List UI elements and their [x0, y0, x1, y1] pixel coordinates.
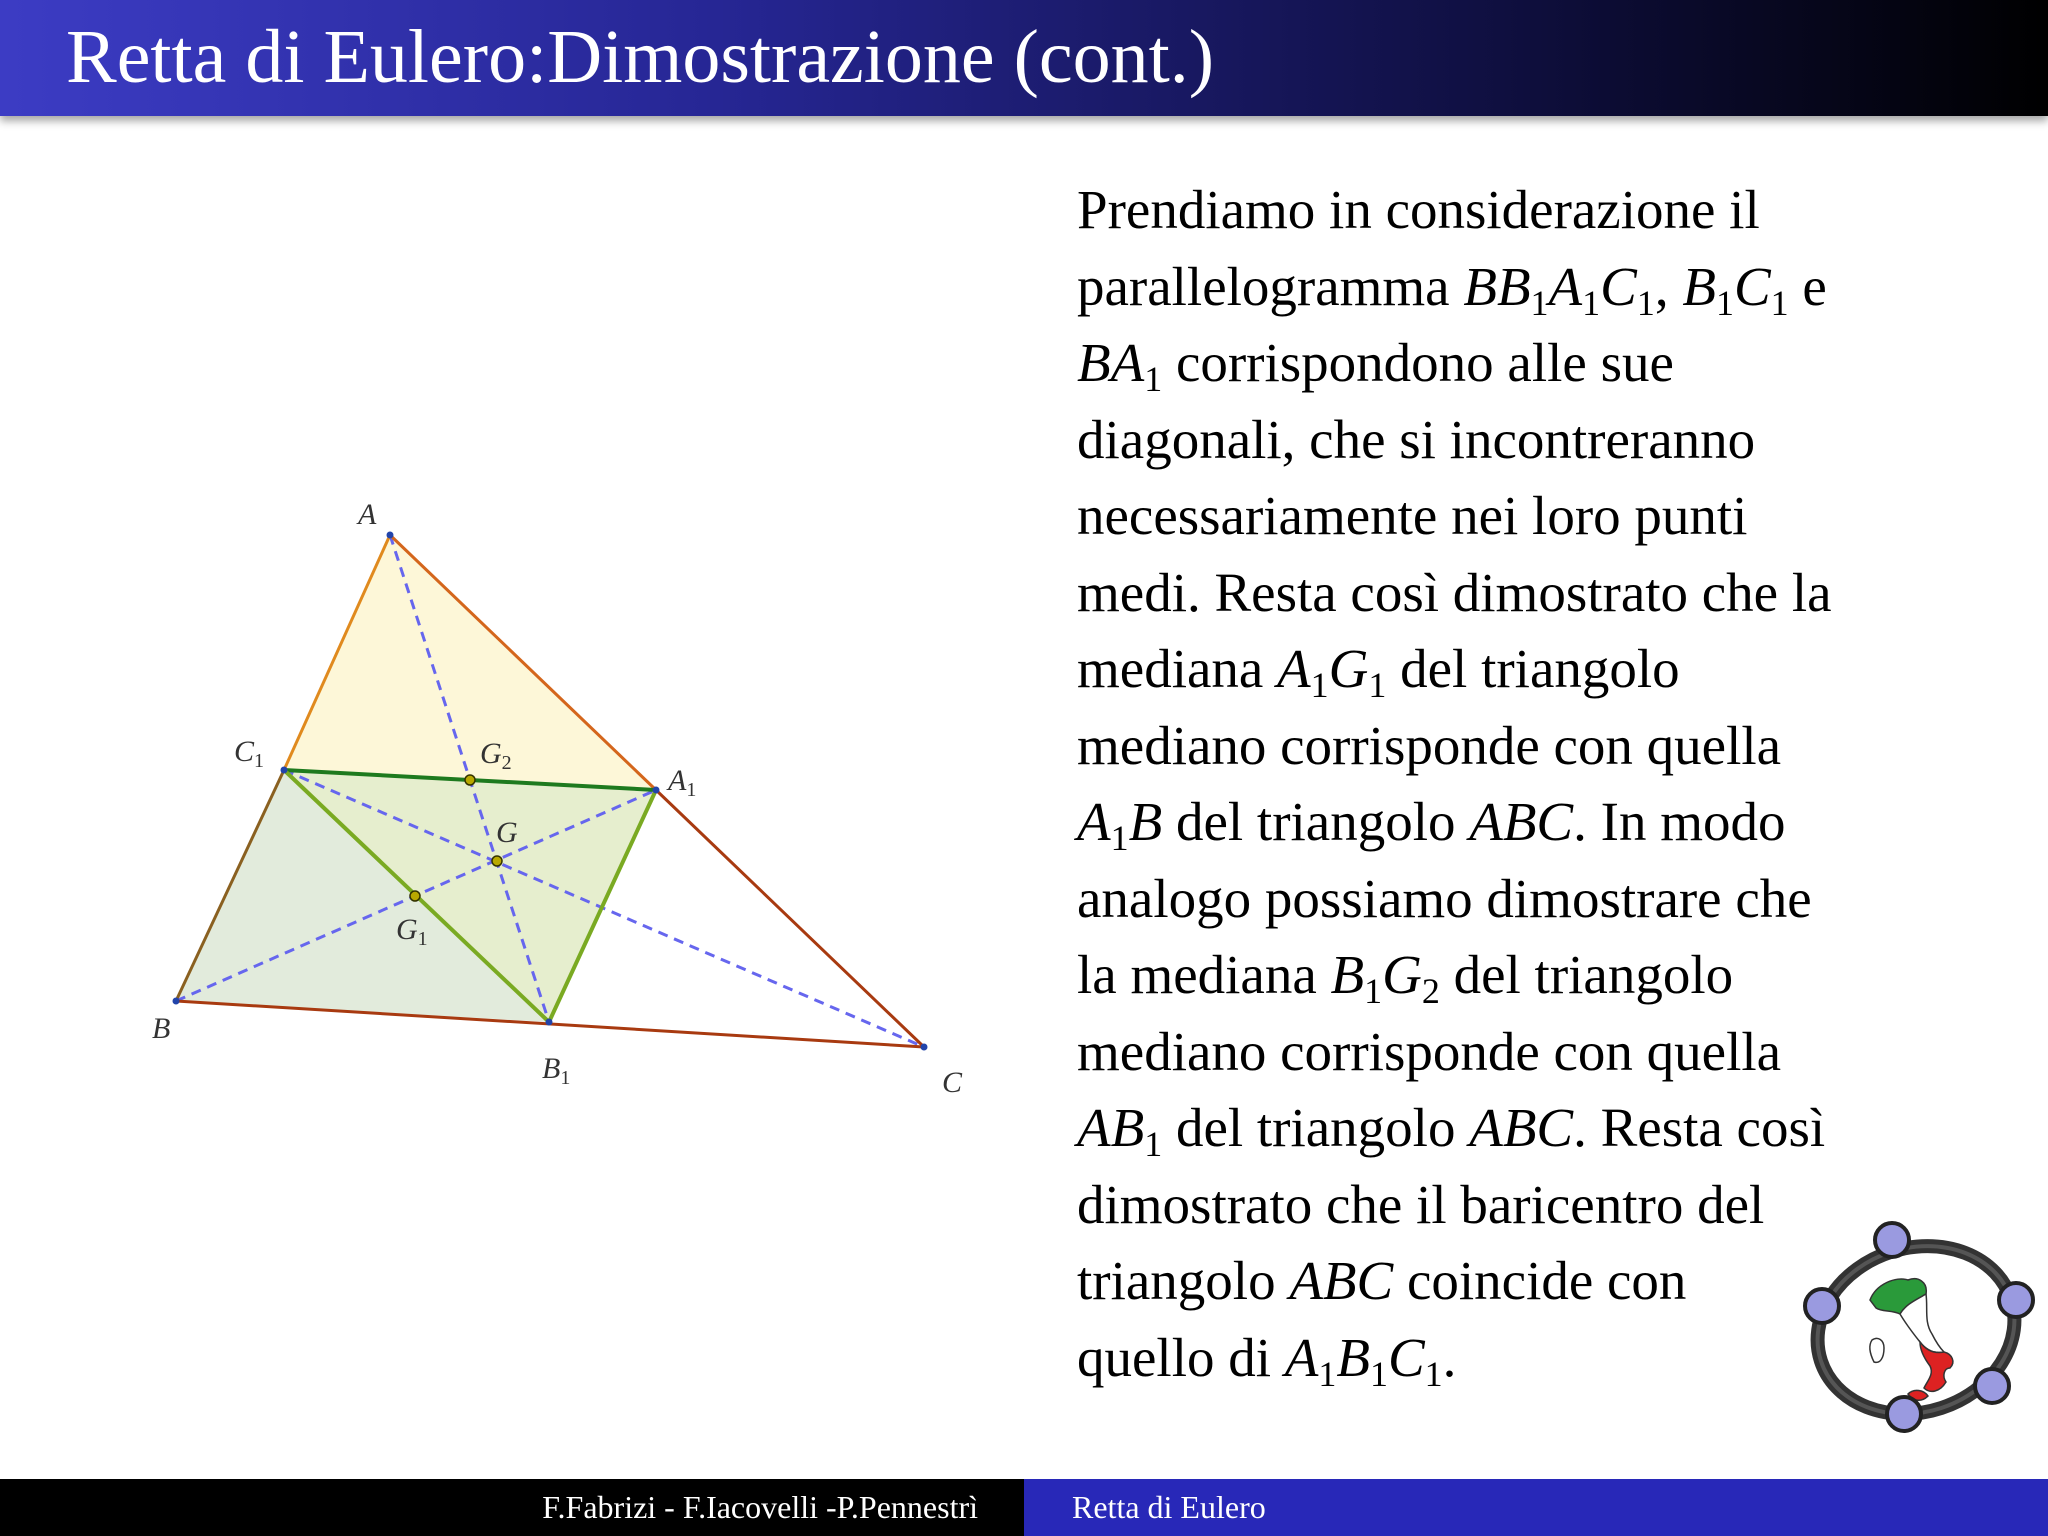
label-a1-sub: 1 — [686, 779, 697, 801]
text-segment: 1 — [1318, 1353, 1337, 1394]
text-segment: C — [1600, 255, 1637, 317]
text-segment: Prendiamo in considerazione il — [1077, 179, 1760, 240]
point-c1 — [281, 767, 288, 774]
text-segment: . Resta così — [1573, 1097, 1826, 1158]
edge-a1-c — [656, 790, 924, 1047]
text-segment: 1 — [1364, 971, 1383, 1012]
point-g1 — [410, 891, 420, 901]
text-segment: diagonali, che si incontreranno — [1077, 408, 1756, 470]
text-segment: 1 — [1369, 1353, 1388, 1394]
text-segment: 1 — [1636, 282, 1655, 323]
text-segment: 1 — [1424, 1353, 1443, 1394]
text-segment: del triangolo — [1162, 791, 1470, 852]
proof-text — [1077, 172, 2017, 1396]
label-g2-sub: 2 — [501, 752, 512, 774]
text-segment: 1 — [1368, 665, 1387, 706]
text-segment: . — [1442, 1326, 1457, 1388]
triangle-abc-fill-upper — [284, 535, 656, 790]
text-line — [1077, 172, 2017, 249]
text-segment: mediano corrisponde con quella — [1077, 1020, 1782, 1082]
text-segment: A — [1548, 255, 1583, 317]
text-segment: 1 — [1310, 665, 1329, 706]
text-segment: del triangolo — [1386, 638, 1680, 699]
label-a: A — [358, 498, 377, 531]
text-segment: BA — [1077, 332, 1145, 393]
text-line — [1077, 555, 2017, 632]
label-g1-sub: 1 — [417, 928, 428, 950]
text-segment: 1 — [1715, 282, 1734, 323]
text-segment: B — [1336, 1326, 1370, 1388]
text-segment: BB — [1463, 255, 1531, 317]
text-segment: e — [1788, 255, 1827, 317]
text-segment: 1 — [1770, 282, 1789, 323]
point-a1 — [653, 787, 660, 794]
text-segment: , — [1654, 255, 1683, 317]
label-b1-main: B — [542, 1052, 561, 1085]
text-segment: 1 — [1144, 359, 1163, 400]
text-segment: ABC — [1469, 1097, 1574, 1158]
text-segment: analogo possiamo dimostrare che — [1077, 867, 1812, 929]
text-segment: C — [1733, 255, 1771, 317]
text-segment: G — [1328, 638, 1369, 699]
label-a1 — [666, 764, 696, 801]
text-line — [1077, 1014, 2017, 1091]
text-segment: quello di — [1077, 1326, 1285, 1388]
text-segment: necessariamente nei loro punti — [1077, 485, 1748, 546]
text-line — [1077, 708, 2017, 785]
text-segment: corrispondono alle sue — [1162, 332, 1674, 393]
text-segment: 2 — [1421, 971, 1440, 1012]
footer — [0, 1479, 2048, 1536]
label-a1-main: A — [668, 764, 687, 797]
point-b1 — [546, 1019, 553, 1026]
text-segment: dimostrato che il baricentro del — [1077, 1173, 1765, 1235]
label-b1 — [542, 1052, 570, 1089]
text-segment: A — [1277, 638, 1311, 699]
text-line — [1077, 402, 2017, 479]
footer-short-title: Retta di Eulero — [1024, 1479, 2048, 1536]
text-segment: 1 — [1144, 1124, 1163, 1165]
label-c1-sub: 1 — [254, 750, 265, 772]
text-segment: . In modo — [1573, 791, 1786, 852]
text-segment: coincide con — [1393, 1250, 1687, 1311]
text-segment: G — [1382, 944, 1422, 1005]
text-segment: 1 — [1582, 282, 1601, 323]
text-segment: triangolo — [1077, 1250, 1290, 1311]
text-segment: A — [1284, 1326, 1319, 1388]
label-g2-main: G — [480, 737, 502, 770]
text-line — [1077, 249, 2017, 326]
geometry-figure — [130, 480, 1010, 1120]
text-segment: del triangolo — [1439, 944, 1734, 1005]
footer-authors: F.Fabrizi - F.Iacovelli -P.Pennestrì — [0, 1479, 1024, 1536]
label-c: C — [942, 1066, 963, 1099]
text-segment: B — [1128, 791, 1163, 852]
text-segment: B — [1682, 255, 1716, 317]
text-segment: ABC — [1289, 1250, 1394, 1311]
text-line — [1077, 937, 2017, 1014]
text-line — [1077, 325, 2017, 402]
geogebra-italy-logo-icon — [1796, 1218, 2036, 1438]
point-g — [492, 856, 502, 866]
label-b: B — [152, 1012, 171, 1045]
point-b — [173, 998, 180, 1005]
text-segment: parallelogramma — [1077, 255, 1464, 317]
label-b1-sub: 1 — [560, 1067, 571, 1089]
text-segment: medi. Resta così dimostrato che la — [1077, 561, 1832, 623]
label-c1 — [234, 735, 264, 772]
point-g2 — [465, 775, 475, 785]
text-segment: C — [1387, 1326, 1425, 1388]
page-title: Retta di Eulero:Dimostrazione (cont.) — [66, 15, 1215, 99]
text-segment: A — [1077, 791, 1111, 852]
text-line — [1077, 784, 2017, 861]
text-segment: 1 — [1110, 818, 1129, 859]
text-segment: AB — [1077, 1097, 1145, 1158]
label-g: G — [496, 816, 518, 849]
sardinia-white — [1870, 1338, 1884, 1362]
text-line — [1077, 478, 2017, 555]
point-c — [921, 1044, 928, 1051]
text-segment: mediano corrisponde con quella — [1077, 714, 1782, 776]
text-line — [1077, 1090, 2017, 1167]
text-segment: del triangolo — [1162, 1097, 1470, 1158]
point-a — [387, 532, 394, 539]
text-line — [1077, 631, 2017, 708]
text-segment: 1 — [1530, 282, 1549, 323]
text-segment: la mediana — [1077, 944, 1331, 1005]
text-segment: B — [1330, 944, 1365, 1005]
label-g1-main: G — [396, 913, 418, 946]
title-bar — [0, 0, 2048, 116]
label-c1-main: C — [234, 735, 255, 768]
text-segment: ABC — [1469, 791, 1574, 852]
text-segment: mediana — [1077, 638, 1278, 699]
text-line — [1077, 861, 2017, 938]
